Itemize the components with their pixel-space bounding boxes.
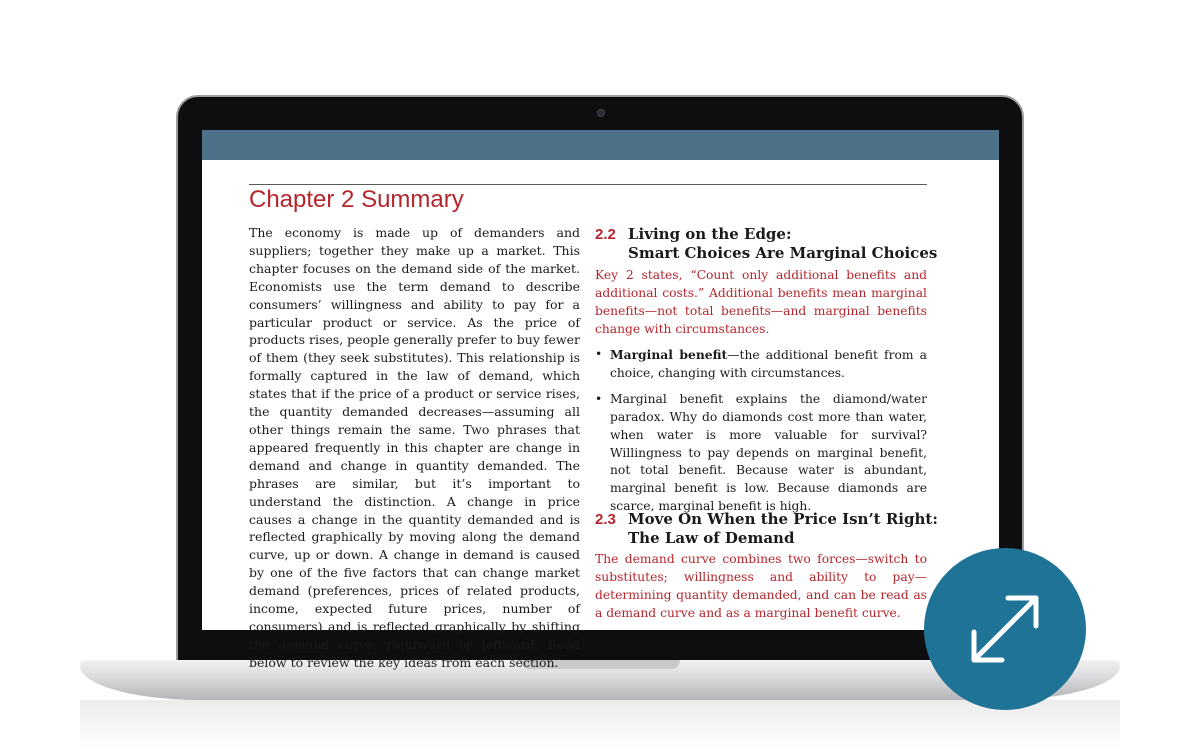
- section-2-2-bullets: [595, 346, 927, 524]
- expand-button[interactable]: [924, 548, 1086, 710]
- section-title-line1: Living on the Edge:: [628, 225, 792, 243]
- list-item: [595, 346, 927, 383]
- expand-diagonal-arrows-icon: [960, 584, 1050, 674]
- section-number: 2.2: [595, 226, 616, 243]
- chapter-title: Chapter 2 Summary: [249, 186, 464, 213]
- bullet-term: Marginal benefit: [610, 347, 728, 362]
- laptop-screen: [202, 130, 999, 670]
- webcam: [597, 109, 605, 117]
- intro-paragraph: The economy is made up of demanders and suppliers; together they make up a market. This chapter focuses on the demand side of the market. Economists use the term demand to describe consumers’ willingness and ability to pay for a particular product or service. As the price of products rises, people generally prefer to buy fewer of them (they seek substitutes). This relationship is formally captured in the law of demand, which states that if the price of a product or service rises, the quantity demanded decreases—assuming all other things remain the same. Two phrases that appeared frequently in this chapter are change in demand and change in quantity demanded. The phrases are similar, but it’s important to understand the distinction. A change in price causes a change in the quantity demanded and is reflected graphically by moving along the demand curve, up or down. A change in demand is caused by one of the five factors that can change market demand (preferences, prices of related products, income, expected future prices, number of consumers) and is reflected graphically by shifting the demand curve, rightward or leftward. Read below to review the key ideas from each section.: [249, 225, 580, 670]
- laptop-reflection: [80, 700, 1120, 750]
- bullet-text: Marginal benefit explains the diamond/water paradox. Why do diamonds cost more than water, when water is more valuable for survival? Willingness to pay depends on marginal benefit, not total benefit. Because water is abundant, marginal benefit is low. Because diamonds are scarce, marginal benefit is high.: [610, 391, 927, 514]
- section-number: 2.3: [595, 511, 616, 528]
- section-2-3-title: [595, 510, 938, 548]
- list-item: [595, 391, 927, 516]
- section-title-line2: Smart Choices Are Marginal Choices: [628, 244, 938, 262]
- section-2-2-title: [595, 225, 937, 263]
- section-2-3-description: The demand curve combines two forces—switch to substitutes; willingness and ability to pay—determining quantity demanded, and can be read as a demand curve and as a marginal benefit curve.: [595, 552, 927, 620]
- section-title-line2: The Law of Demand: [628, 529, 795, 547]
- title-rule: [249, 184, 927, 185]
- bullet-text: —the additional benefit from a choice, changing with circumstances.: [610, 348, 928, 380]
- section-title-line1: Move On When the Price Isn’t Right:: [628, 510, 938, 528]
- document-header-band: [202, 130, 999, 160]
- section-2-2-description: Key 2 states, “Count only additional benefits and additional costs.” Additional benefits mean marginal benefits—not total benefits—and marginal benefits change with circumstances.: [595, 268, 927, 336]
- bullet-icon: •: [595, 391, 603, 406]
- bullet-icon: •: [595, 347, 603, 361]
